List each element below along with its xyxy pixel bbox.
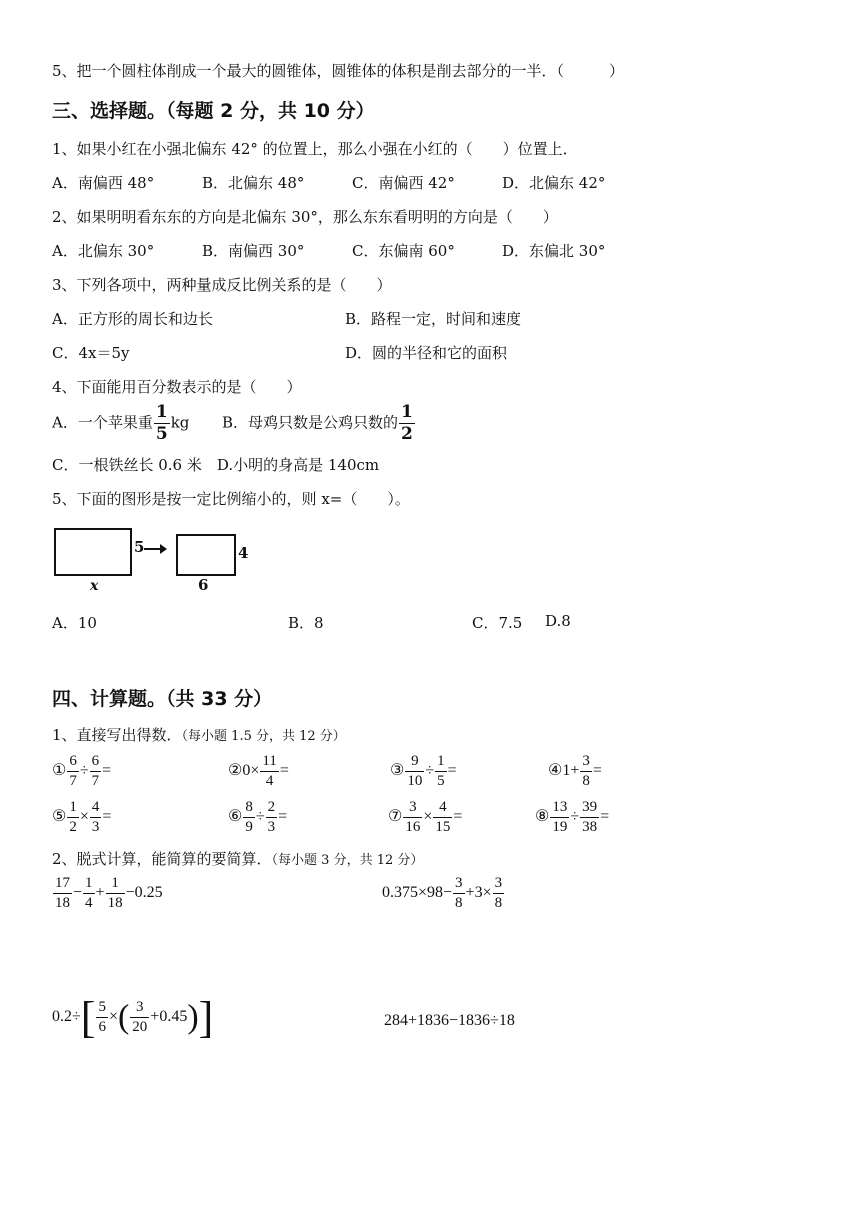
scale-figure [52, 524, 252, 596]
large-rect-bottom-label: x [90, 578, 99, 594]
calc-q2-note: （每小题 3 分，共 12 分） [271, 853, 424, 868]
section-3-title: 三、选择题。（每题 2 分，共 10 分） [52, 100, 375, 122]
calc-q1-text: 1、直接写出得数． [52, 726, 182, 744]
choice-q2-option-a: A．北偏东 30° [52, 242, 155, 260]
large-rectangle [54, 528, 132, 576]
quick-calc-item-6: ⑥ $\frac{8}{9}$ ÷ $\frac{2}{3}$ = [228, 799, 288, 835]
choice-q1-option-d: D．北偏东 42° [502, 174, 606, 192]
choice-q3-option-a: A．正方形的周长和边长 [52, 310, 213, 328]
quick-calc-item-5: ⑤ $\frac{1}{2}$ × $\frac{4}{3}$ = [52, 799, 112, 835]
choice-q2-option-d: D．东偏北 30° [502, 242, 606, 260]
expression-2: 0.375×98− $\frac{3}{8}$ +3× $\frac{3}{8}$ [382, 875, 503, 911]
quick-calc-item-8: ⑧ $\frac{13}{19}$ ÷ $\frac{39}{38}$ = [535, 799, 610, 835]
quick-calc-item-7: ⑦ $\frac{3}{16}$ × $\frac{4}{15}$ = [388, 799, 463, 835]
small-rectangle [176, 534, 236, 576]
small-rect-bottom-label: 6 [198, 576, 209, 594]
choice-q2-option-b: B．南偏西 30° [202, 242, 305, 260]
option-a-text: A．一个苹果重 [52, 413, 153, 432]
expression-4: 284+1836−1836÷18 [384, 1012, 515, 1029]
quick-calc-item-2: ②0× $\frac{11}{4}$ = [228, 753, 289, 789]
expression-3: 0.2÷[ $\frac{5}{6}$ ×( $\frac{3}{20}$ +0.45)] [52, 993, 214, 1042]
choice-q1-option-c: C．南偏西 42° [352, 174, 455, 192]
small-rect-side-label: 4 [238, 544, 249, 562]
choice-q4-options-c-d: C．一根铁丝长 0.6 米 D.小明的身高是 140cm [52, 456, 380, 474]
choice-q3-option-b: B．路程一定，时间和速度 [345, 310, 522, 328]
choice-q5-option-c: C．7.5 [472, 614, 523, 632]
quick-calc-item-3: ③ $\frac{9}{10}$ ÷ $\frac{1}{5}$ = [390, 753, 457, 789]
expression-1: $\frac{17}{18}$ − $\frac{1}{4}$ + $\frac{1}{18}$ −0.25 [55, 875, 163, 911]
option-a-unit: kg [170, 413, 190, 432]
choice-q4-option-a [52, 404, 189, 443]
choice-q3-option-d: D．圆的半径和它的面积 [345, 344, 508, 362]
fraction: $\frac{1}{2}$ [401, 402, 413, 444]
quick-calc-item-1: ① $\frac{6}{7}$ ÷ $\frac{6}{7}$ = [52, 753, 112, 789]
option-b-text: B．母鸡只数是公鸡只数的 [222, 413, 399, 432]
large-rect-side-label: 5 [134, 538, 145, 556]
choice-q2-stem: 2、如果明明看东东的方向是北偏东 30°，那么东东看明明的方向是（ ） [52, 208, 558, 226]
calc-q1-label [52, 724, 346, 745]
choice-q5-option-d: D.8 [545, 612, 571, 630]
choice-q3-option-c: C．4x＝5y [52, 344, 130, 362]
quick-calc-item-4: ④1+ $\frac{3}{8}$ = [548, 753, 602, 789]
choice-q1-stem: 1、如果小红在小强北偏东 42° 的位置上，那么小强在小红的（ ）位置上． [52, 140, 578, 158]
section-4-title: 四、计算题。（共 33 分） [52, 688, 273, 710]
calc-q2-label [52, 848, 423, 869]
choice-q1-option-b: B．北偏东 48° [202, 174, 305, 192]
choice-q5-option-a: A．10 [52, 614, 97, 632]
arrow-right-icon [160, 544, 167, 554]
choice-q5-stem: 5、下面的图形是按一定比例缩小的，则 x=（ ）。 [52, 490, 410, 508]
choice-q2-option-c: C．东偏南 60° [352, 242, 455, 260]
calc-q1-note: （每小题 1.5 分，共 12 分） [181, 729, 346, 744]
fraction: $\frac{1}{5}$ [155, 402, 168, 444]
choice-q3-stem: 3、下列各项中，两种量成反比例关系的是（ ） [52, 276, 392, 294]
choice-q4-stem: 4、下面能用百分数表示的是（ ） [52, 378, 302, 396]
choice-q1-option-a: A．南偏西 48° [52, 174, 155, 192]
calc-q2-text: 2、脱式计算，能简算的要简算． [52, 850, 272, 868]
choice-q4-option-b [222, 404, 416, 443]
choice-q5-option-b: B．8 [288, 614, 324, 632]
judge-question-5: 5、把一个圆柱体削成一个最大的圆锥体，圆锥体的体积是削去部分的一半．（ ） [52, 62, 625, 80]
